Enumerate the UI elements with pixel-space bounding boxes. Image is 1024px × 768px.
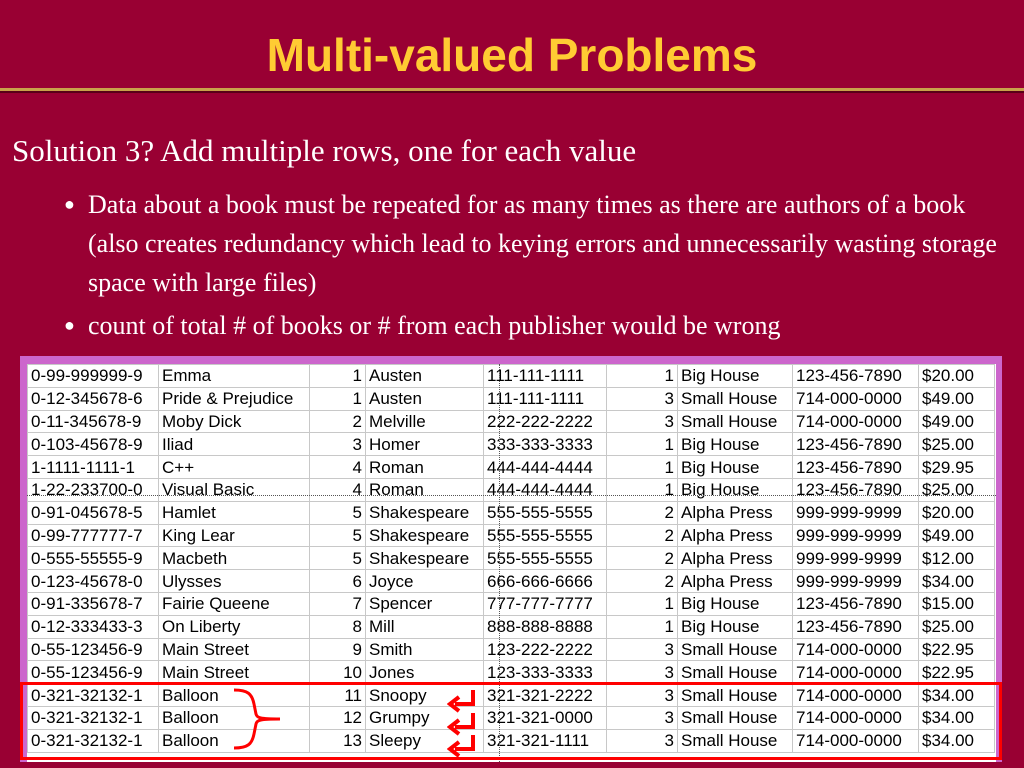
table-cell: 0-55-123456-9: [28, 638, 159, 661]
table-row: [28, 592, 995, 615]
table-cell: 1-1111-1111-1: [28, 456, 159, 479]
table-cell: 333-333-3333: [484, 433, 607, 456]
table-cell: Ulysses: [159, 570, 310, 593]
table-cell: Pride & Prejudice: [159, 387, 310, 410]
table-cell: 555-555-5555: [484, 547, 607, 570]
table-cell: $22.95: [919, 638, 995, 661]
table-cell: 3: [607, 638, 678, 661]
curly-brace-icon: [228, 686, 288, 752]
table-cell: 222-222-2222: [484, 410, 607, 433]
table-cell: 321-321-2222: [484, 684, 607, 707]
table-cell: 2: [607, 547, 678, 570]
table-cell: 123-456-7890: [793, 365, 919, 388]
table-row: [28, 729, 995, 752]
table-cell: Grumpy: [366, 706, 484, 729]
table-cell: 123-456-7890: [793, 433, 919, 456]
table-cell: 0-12-333433-3: [28, 615, 159, 638]
table-cell: 0-91-045678-5: [28, 501, 159, 524]
table-cell: Melville: [366, 410, 484, 433]
table-cell: 444-444-4444: [484, 456, 607, 479]
table-cell: Small House: [678, 638, 793, 661]
title-divider-shadow: [0, 91, 1024, 93]
table-cell: Moby Dick: [159, 410, 310, 433]
table-cell: Roman: [366, 456, 484, 479]
bullet-dot-icon: ●: [64, 194, 75, 214]
table-cell: Balloon: [159, 706, 310, 729]
return-arrow-icon: [447, 733, 481, 759]
table-row: [28, 570, 995, 593]
table-cell: 123-456-7890: [793, 592, 919, 615]
table-cell: 999-999-9999: [793, 524, 919, 547]
table-cell: 321-321-0000: [484, 706, 607, 729]
table-cell: 11: [310, 684, 366, 707]
table-cell: $25.00: [919, 615, 995, 638]
table-cell: 714-000-0000: [793, 706, 919, 729]
table-cell: 0-321-32132-1: [28, 706, 159, 729]
dotted-column-marker: [499, 364, 500, 762]
table-cell: Big House: [678, 592, 793, 615]
table-cell: Small House: [678, 661, 793, 684]
table-cell: Shakespeare: [366, 501, 484, 524]
table-cell: 7: [310, 592, 366, 615]
table-cell: 714-000-0000: [793, 638, 919, 661]
table-cell: 4: [310, 456, 366, 479]
table-cell: 1: [310, 387, 366, 410]
table-cell: 555-555-5555: [484, 524, 607, 547]
table-cell: Jones: [366, 661, 484, 684]
table-row: [28, 524, 995, 547]
table-cell: 123-222-2222: [484, 638, 607, 661]
table-cell: $34.00: [919, 729, 995, 752]
table-cell: Joyce: [366, 570, 484, 593]
table-cell: 714-000-0000: [793, 684, 919, 707]
table-cell: 3: [607, 410, 678, 433]
table-cell: 2: [310, 410, 366, 433]
table-cell: 999-999-9999: [793, 547, 919, 570]
table-row: [28, 661, 995, 684]
table-cell: 888-888-8888: [484, 615, 607, 638]
table-cell: 13: [310, 729, 366, 752]
table-cell: 10: [310, 661, 366, 684]
table-cell: Snoopy: [366, 684, 484, 707]
table-row: [28, 684, 995, 707]
bullet-list: [64, 185, 1019, 349]
table-cell: 3: [607, 729, 678, 752]
bullet-item: [64, 185, 1019, 302]
table-cell: 111-111-1111: [484, 365, 607, 388]
table-cell: Main Street: [159, 661, 310, 684]
table-viewport: [27, 364, 996, 762]
table-cell: 2: [607, 524, 678, 547]
table-cell: Small House: [678, 706, 793, 729]
table-cell: 1: [607, 592, 678, 615]
table-cell: 12: [310, 706, 366, 729]
table-cell: Iliad: [159, 433, 310, 456]
table-cell: 1: [607, 615, 678, 638]
bullet-text: count of total # of books or # from each publisher would be wrong: [88, 311, 781, 340]
table-cell: Shakespeare: [366, 547, 484, 570]
table-cell: 1-22-233700-0: [28, 478, 159, 501]
table-frame: [20, 356, 1002, 762]
table-cell: Small House: [678, 387, 793, 410]
table-cell: 0-91-335678-7: [28, 592, 159, 615]
table-cell: Austen: [366, 387, 484, 410]
table-cell: 714-000-0000: [793, 387, 919, 410]
table-cell: $49.00: [919, 387, 995, 410]
table-cell: Visual Basic: [159, 478, 310, 501]
table-cell: Alpha Press: [678, 501, 793, 524]
table-cell: 3: [607, 387, 678, 410]
table-cell: Emma: [159, 365, 310, 388]
table-cell: Alpha Press: [678, 524, 793, 547]
table-row: [28, 615, 995, 638]
table-cell: 0-99-999999-9: [28, 365, 159, 388]
table-row: [28, 433, 995, 456]
table-cell: Main Street: [159, 638, 310, 661]
table-cell: Shakespeare: [366, 524, 484, 547]
table-row: [28, 638, 995, 661]
table-cell: $34.00: [919, 706, 995, 729]
table-cell: Big House: [678, 478, 793, 501]
table-cell: 0-555-55555-9: [28, 547, 159, 570]
table-cell: Austen: [366, 365, 484, 388]
table-cell: Spencer: [366, 592, 484, 615]
table-cell: 8: [310, 615, 366, 638]
slide-title: Multi-valued Problems: [266, 29, 758, 81]
table-cell: 777-777-7777: [484, 592, 607, 615]
table-cell: 0-321-32132-1: [28, 729, 159, 752]
table-cell: 123-456-7890: [793, 478, 919, 501]
table-row: [28, 478, 995, 501]
table-cell: 714-000-0000: [793, 410, 919, 433]
table-cell: 123-456-7890: [793, 456, 919, 479]
table-body: [28, 365, 995, 753]
table-cell: $12.00: [919, 547, 995, 570]
table-cell: Big House: [678, 433, 793, 456]
solution-heading: Solution 3? Add multiple rows, one for each value: [12, 133, 637, 168]
table-cell: 321-321-1111: [484, 729, 607, 752]
table-row: [28, 501, 995, 524]
table-cell: 4: [310, 478, 366, 501]
table-cell: Alpha Press: [678, 547, 793, 570]
table-row: [28, 456, 995, 479]
table-cell: 2: [607, 570, 678, 593]
table-cell: 0-103-45678-9: [28, 433, 159, 456]
table-cell: 3: [310, 433, 366, 456]
table-cell: $25.00: [919, 478, 995, 501]
table-cell: 0-123-45678-0: [28, 570, 159, 593]
table-cell: 0-321-32132-1: [28, 684, 159, 707]
table-cell: 0-55-123456-9: [28, 661, 159, 684]
table-cell: 999-999-9999: [793, 570, 919, 593]
table-cell: Mill: [366, 615, 484, 638]
table-cell: Big House: [678, 615, 793, 638]
table-cell: 714-000-0000: [793, 661, 919, 684]
table-cell: On Liberty: [159, 615, 310, 638]
table-cell: 2: [607, 501, 678, 524]
table-row: [28, 387, 995, 410]
table-cell: 6: [310, 570, 366, 593]
table-cell: Macbeth: [159, 547, 310, 570]
table-cell: $22.95: [919, 661, 995, 684]
table-cell: $25.00: [919, 433, 995, 456]
table-cell: 5: [310, 524, 366, 547]
table-cell: 111-111-1111: [484, 387, 607, 410]
table-cell: 0-99-777777-7: [28, 524, 159, 547]
table-cell: 0-12-345678-6: [28, 387, 159, 410]
table-cell: $49.00: [919, 410, 995, 433]
table-cell: 123-333-3333: [484, 661, 607, 684]
table-cell: Small House: [678, 410, 793, 433]
table-cell: 555-555-5555: [484, 501, 607, 524]
table-cell: $15.00: [919, 592, 995, 615]
table-cell: 1: [607, 456, 678, 479]
dotted-separator: [27, 495, 996, 496]
table-cell: $20.00: [919, 365, 995, 388]
table-row: [28, 706, 995, 729]
table-cell: King Lear: [159, 524, 310, 547]
table-cell: 714-000-0000: [793, 729, 919, 752]
table-cell: 3: [607, 684, 678, 707]
table-cell: Sleepy: [366, 729, 484, 752]
table-cell: 1: [607, 433, 678, 456]
table-cell: Big House: [678, 456, 793, 479]
table-cell: $34.00: [919, 684, 995, 707]
table-cell: Balloon: [159, 729, 310, 752]
table-cell: Small House: [678, 729, 793, 752]
table-cell: 999-999-9999: [793, 501, 919, 524]
table-cell: Fairie Queene: [159, 592, 310, 615]
table-row: [28, 547, 995, 570]
books-table: [27, 364, 995, 753]
table-cell: 444-444-4444: [484, 478, 607, 501]
table-cell: 9: [310, 638, 366, 661]
bullet-item: [64, 306, 1019, 345]
table-cell: 0-11-345678-9: [28, 410, 159, 433]
table-cell: 666-666-6666: [484, 570, 607, 593]
table-cell: Hamlet: [159, 501, 310, 524]
table-row: [28, 365, 995, 388]
table-cell: C++: [159, 456, 310, 479]
table-cell: Alpha Press: [678, 570, 793, 593]
table-cell: $34.00: [919, 570, 995, 593]
table-cell: 3: [607, 661, 678, 684]
table-cell: Smith: [366, 638, 484, 661]
table-cell: Big House: [678, 365, 793, 388]
table-cell: 1: [310, 365, 366, 388]
table-cell: Roman: [366, 478, 484, 501]
table-cell: Homer: [366, 433, 484, 456]
table-cell: 1: [607, 365, 678, 388]
table-cell: $49.00: [919, 524, 995, 547]
bullet-text: Data about a book must be repeated for as many times as there are authors of a book (also creates redundancy which lead to keying errors and unnecessarily wasting storage space with large files): [88, 190, 997, 297]
bullet-dot-icon: ●: [64, 315, 75, 335]
table-cell: $20.00: [919, 501, 995, 524]
table-cell: 5: [310, 501, 366, 524]
table-row: [28, 410, 995, 433]
table-cell: $29.95: [919, 456, 995, 479]
table-cell: Small House: [678, 684, 793, 707]
table-cell: 123-456-7890: [793, 615, 919, 638]
table-cell: Balloon: [159, 684, 310, 707]
table-cell: 3: [607, 706, 678, 729]
table-cell: 5: [310, 547, 366, 570]
table-cell: 1: [607, 478, 678, 501]
